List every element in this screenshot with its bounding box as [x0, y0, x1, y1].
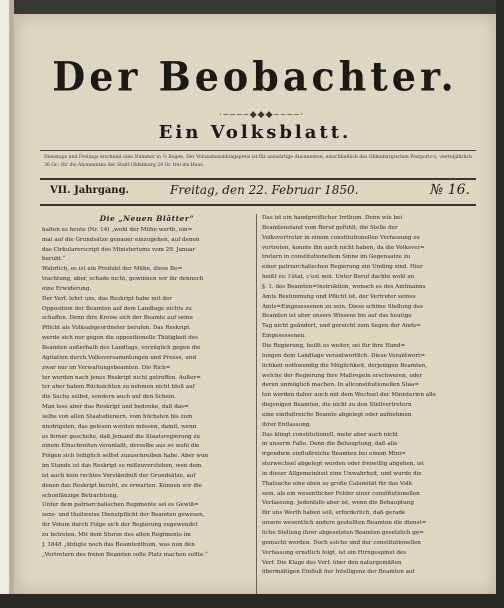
text-line: lichkeit nothwendig die Möglichkeit, derjenigen Beamten,	[262, 362, 428, 369]
right-column-text	[262, 214, 472, 578]
text-line: Eingesessenen.	[262, 333, 306, 340]
text-line: selbe von allen Staatsdienern, vom höchsten bis zum	[42, 413, 193, 420]
text-line: halten es heute (Nr. 14) „wohl der Mühe werth, ein=	[42, 226, 193, 233]
masthead-title: Der Beobachter.	[52, 52, 458, 101]
text-line: Beamtenstand vom Beruf gefühlt, die Stelle der	[262, 224, 398, 231]
text-line: zwar nur im Verwaltungsbeamten. Die Rich=	[42, 364, 171, 371]
text-line: Pflicht als Volksabgeordneter berufen. Das Reskript	[42, 325, 190, 332]
text-line: werde sich nur gegen die oppositionelle Thätigkeit des	[42, 335, 198, 342]
text-line: Verf. Die Klage des Verf. über den naturgemäßen	[262, 559, 402, 566]
text-line: welche der Regierung ihre Maßregeln erschweren, oder	[262, 372, 423, 379]
text-line: eine einflußreiche Beamte abgelegt oder aufnehmen	[262, 411, 412, 418]
text-line: ter aber haben Rücksichten zu nehmen nicht bloß auf	[42, 384, 195, 391]
text-line: beruht.“	[42, 256, 66, 263]
text-line: schaffen. Denn ihre Kreise sich der Beamte auf seine	[42, 315, 193, 322]
text-line: Verfassung ernstlich folgt, ist ein Hirngespinst des	[262, 549, 407, 556]
binding-spine	[0, 0, 14, 608]
text-line: ihrer Entlassung.	[262, 421, 312, 428]
masthead-subtitle: Ein Volksblatt.	[158, 122, 352, 143]
dateline-bottom-rule	[40, 204, 476, 206]
subscription-notice: Dienstags und Freitags erscheint eine Nummer in ½ Bogen. Der Vorausbezahlungspreis ist für auswärtige Abonnenten, einschließlich des Oldenburgischen Postporto's, vierteljährlich 36 Gr.; für die Abonnenten der Stadt Oldenburg 24 Gr. frei ins Haus.	[44, 155, 472, 168]
text-line: die Sache selbst, sondern auch auf den Schein.	[42, 394, 177, 401]
issue-date: Freitag, den 22. Februar 1850.	[170, 183, 359, 197]
text-line: Unter dem patriarchalischen Regimente sei es Gewiß=	[42, 502, 199, 509]
text-line: sein, als ein wesentlicher Fehler einer constitutionellen	[262, 490, 420, 497]
text-line: Folgen sich lediglich selbst zuzuschreiben habe. Aber wun	[42, 453, 209, 460]
issue-number: № 16.	[430, 182, 470, 198]
text-line: „Vertretern des freien Beamten solle Platz machen sollte.“	[42, 551, 208, 558]
text-line: eine Erwiderung.	[42, 285, 92, 292]
text-line: in unserm Falle. Denn die Behauptung, daß alle	[262, 441, 398, 448]
text-line: vertreten, konnte ihn auch nicht haben, da die Volksver=	[262, 244, 425, 251]
text-line: schonfänzige Betrachtung.	[42, 492, 119, 499]
text-line: lungen dem Landtage verantwortlich. Diese Verantwort=	[262, 352, 426, 359]
masthead-ornament: ·‒‒‒‒◆◆◆‒‒‒‒·	[219, 110, 305, 120]
text-line: J. 1848 „übtigte noch das Beamtenthum, was nun den	[42, 541, 195, 548]
text-line: unsere wesentlich andere gestellten Beamten die dienst=	[262, 520, 427, 527]
text-line: Das klingt constitutionell, mehr aber auch nicht	[262, 431, 399, 438]
text-line: ter werden nach jenes Reskript nicht getroffen. Außer=	[42, 374, 201, 381]
column-divider	[256, 214, 257, 594]
dateline	[40, 181, 476, 203]
text-line: Tag nicht geändert, und gereicht zum Segen der Amts=	[262, 323, 421, 330]
left-column	[42, 214, 252, 561]
text-line: denen das Reskript beruht, zu erwarten. Können wir die	[42, 482, 203, 489]
text-line: Verfassung. Jedenfalls aber ist, wenn die Behauptung	[262, 500, 414, 507]
text-line: für uns Werth haben soll, erforderlich, daß gerade	[262, 510, 406, 517]
text-line: §. 1. des Beamten=Instruktion, wonach es des Amtmanns	[262, 283, 426, 290]
scan-edge-bottom	[0, 594, 504, 608]
notice-top-rule	[40, 150, 476, 151]
scan-edge-right	[496, 0, 504, 608]
text-line: ist auch kein rechtes Verständniß der Grundsätze, auf	[42, 472, 196, 479]
text-line: im Stande ist das Reskript so mißzuverstehen, wen dem	[42, 463, 202, 470]
text-line: niedrigsten, das gelesen werden müssen, damit, wenn	[42, 423, 197, 430]
text-line: Amts=Eingesessenen zu sein. Diese schöne Stellung des	[262, 303, 424, 310]
text-line: heißt es: l'état, c'est moi. Unter Beruf dachte wohl an	[262, 274, 415, 281]
text-line: ten werden daher auch mit dem Wechsel der Ministerien alle	[262, 392, 436, 399]
text-line: zu betreten. Mit dem Sturze des alten Regiments im	[42, 532, 191, 538]
text-line: Wahrlich, es ist ein Produkt der Mühe, diese Be=	[42, 266, 183, 273]
text-line: Agitation durch Volksversammlungen und Presse, und	[42, 354, 197, 361]
text-line: in dieser Allgemeinheit eine Unwahrheit, und wurde die	[262, 470, 422, 477]
text-line: irgendwie einflußreiche Beamten bei einem Mini=	[262, 451, 406, 458]
text-line: das Cirkularerscript des Ministeriums vom 29. Januar	[42, 246, 196, 253]
newspaper-page	[14, 14, 496, 594]
volume-year: VII. Jahrgang.	[50, 185, 130, 196]
text-line: Man lese aber das Reskript und bedenke, daß das=	[42, 404, 189, 411]
text-line: diejenigen Beamten, die nicht zu den Stellvertretern	[262, 402, 412, 409]
text-line: Opposition der Beamten auf dem Landtage nichts zu	[42, 305, 192, 312]
left-column-text	[42, 226, 252, 561]
text-line: Das ist ein handgreiflicher Irrthum. Denn wie bei	[262, 215, 403, 221]
text-line: Beamten ist aber unsers Wissens bis auf das heutige	[262, 313, 412, 320]
text-line: Die Regierung, heißt es weiter, sei für ihre Hand=	[262, 342, 406, 349]
text-line: übermäßigen Einfluß der Intelligenz der Beamten auf	[262, 569, 415, 576]
text-line: sens- und theilweise Dienstpflicht der Beamten gewesen,	[42, 512, 205, 519]
text-line: Volksvertreter in einem constitutionellen Verfassung zu	[262, 234, 420, 241]
text-line: Beamten außerhalb des Landtags, vorzüglich gegen die	[42, 344, 201, 351]
text-line: mal auf die Grundsätze genauer einzugehen, auf denen	[42, 236, 200, 243]
text-line: Thatsache eine eben so große Calamität für das Volk	[262, 480, 412, 487]
text-line: deren unmöglich machen. In allconstitutionellen Staa=	[262, 382, 420, 389]
text-line: sterwechsel abgelegt werden oder freiwillig abgehen, ist	[262, 461, 424, 468]
text-line: Amts Bestimmung und Pflicht ist, der Vertreter seines	[262, 293, 416, 300]
text-line: Der Verf. lehrt uns, das Reskript habe mit der	[42, 295, 172, 302]
text-line: ihr Votum durch Folge sich der Regierung zugewendet	[42, 522, 198, 529]
text-line: einer patriarchalischen Regierung ein Unding sind. Hier	[262, 264, 423, 271]
text-line: trachtung, aber, schade nicht, gewinnen wir ihr dennoch	[42, 276, 204, 283]
right-column	[262, 214, 472, 578]
text-line: tretern in constitutionellem Sinne im Gegensatze zu	[262, 254, 411, 261]
text-line: einem Einschreiten veranlaßt, derselbe aus so wohl die	[42, 443, 200, 450]
article-headline: Die „Neuen Blätter“	[99, 214, 195, 223]
text-line: es ferner geschehe, daß Jemand die Staatsregierung zu	[42, 433, 201, 440]
dateline-top-rule	[40, 178, 476, 180]
text-line: gemacht werden. Doch solche und der constitutionellen	[262, 539, 421, 546]
text-line: liche Stellung ihrer abgesetzten Beamten gesetzlich ge=	[262, 530, 424, 536]
